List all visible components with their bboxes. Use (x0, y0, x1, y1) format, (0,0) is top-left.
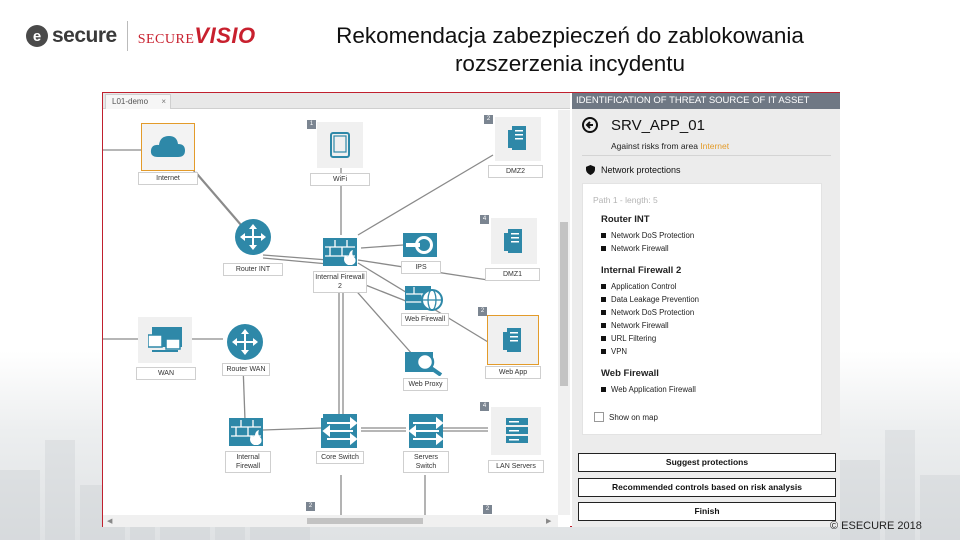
bullet-icon (601, 323, 606, 328)
bottom-badge: 2 (306, 502, 315, 511)
protection-item-label: Data Leakage Prevention (611, 295, 699, 304)
logo-bar (26, 20, 256, 52)
risk-area-prefix: Against risks from area (611, 141, 701, 151)
node-label: WAN (136, 367, 196, 380)
bullet-icon (601, 246, 606, 251)
protection-item-label: Application Control (611, 282, 677, 291)
esecure-logo-mark: e (26, 25, 48, 47)
protection-item (601, 293, 699, 306)
panel-header: IDENTIFICATION OF THREAT SOURCE OF IT ASSET (572, 93, 840, 109)
node-label: Web Proxy (403, 378, 448, 391)
tab-label: L01-demo (112, 97, 149, 106)
node-label: Web Firewall (401, 313, 449, 326)
bullet-icon (601, 284, 606, 289)
protection-item (601, 345, 699, 358)
divider (582, 155, 831, 156)
arrow-left-icon (584, 119, 596, 131)
protection-item (601, 280, 699, 293)
finish-button[interactable]: Finish (578, 502, 836, 521)
node-label: Internal Firewall 2 (313, 271, 367, 293)
node-label: Web App (485, 366, 541, 379)
protection-item-label: Network DoS Protection (611, 231, 695, 240)
protection-item (601, 242, 694, 255)
protection-item-label: Web Application Firewall (611, 385, 696, 394)
node-badge: 1 (307, 120, 316, 129)
protection-item (601, 383, 696, 396)
shield-icon (586, 165, 595, 175)
checkbox-box[interactable] (594, 412, 604, 422)
server-icon (508, 125, 530, 151)
bottom-badge: 2 (483, 505, 492, 514)
node-label: Core Switch (316, 451, 364, 464)
node-label: IPS (401, 261, 441, 274)
horizontal-scrollbar-thumb[interactable] (307, 518, 423, 524)
bullet-icon (601, 233, 606, 238)
firewall-icon (323, 238, 359, 268)
protection-group-internal-firewall-2 (601, 265, 699, 358)
logo-divider (127, 21, 128, 51)
protection-item-label: Network Firewall (611, 244, 669, 253)
node-label: Internet (138, 172, 198, 185)
switch-icon (321, 412, 359, 450)
node-badge: 2 (484, 115, 493, 124)
scroll-right-icon[interactable]: ▶ (546, 518, 552, 525)
node-badge: 2 (478, 307, 487, 316)
protection-group-web-firewall (601, 368, 696, 396)
group-title: Web Firewall (601, 368, 659, 379)
node-label: WiFi (310, 173, 370, 186)
wan-icon (148, 325, 184, 355)
risk-area-link[interactable]: Internet (700, 141, 730, 151)
cloud-icon (150, 133, 186, 159)
protection-item (601, 332, 699, 345)
bullet-icon (601, 310, 606, 315)
tab-strip (103, 93, 570, 109)
network-map-canvas[interactable] (103, 110, 570, 527)
node-label: Router INT (223, 263, 283, 276)
bullet-icon (601, 297, 606, 302)
ips-icon (403, 230, 439, 260)
slide-title (300, 22, 840, 78)
close-icon[interactable]: × (161, 97, 166, 106)
asset-risk-area (611, 141, 729, 151)
recommended-controls-button[interactable]: Recommended controls based on risk analysis (578, 478, 836, 497)
asset-name: SRV_APP_01 (611, 117, 705, 134)
protection-item-label: Network DoS Protection (611, 308, 695, 317)
node-label: DMZ1 (485, 268, 540, 281)
bullet-icon (601, 349, 606, 354)
tablet-icon (330, 132, 350, 158)
router-icon (226, 323, 264, 361)
vertical-scrollbar[interactable] (558, 110, 570, 515)
back-button[interactable] (582, 117, 598, 133)
network-protections-header[interactable] (586, 165, 681, 175)
node-badge: 4 (480, 215, 489, 224)
bullet-icon (601, 387, 606, 392)
protection-item (601, 319, 699, 332)
server-icon (503, 327, 525, 353)
copyright: © ESECURE 2018 (830, 520, 922, 532)
slide-title-line-1: Rekomendacja zabezpieczeń do zablokowania (336, 23, 804, 48)
lan-server-icon (505, 417, 529, 445)
protection-path-card (582, 183, 822, 435)
web-proxy-icon (405, 350, 443, 376)
esecure-logo-word: secure (52, 24, 117, 47)
switch-icon (407, 412, 445, 450)
node-label: Servers Switch (403, 451, 449, 473)
protection-group-router-int (601, 214, 694, 255)
protection-item-label: URL Filtering (611, 334, 657, 343)
vertical-scrollbar-thumb[interactable] (560, 222, 568, 386)
group-title: Router INT (601, 214, 650, 225)
horizontal-scrollbar[interactable] (103, 515, 558, 527)
node-label: Router WAN (222, 363, 270, 376)
router-icon (234, 218, 272, 256)
protection-item (601, 229, 694, 242)
web-firewall-icon (405, 286, 443, 312)
bullet-icon (601, 336, 606, 341)
app-window (102, 92, 840, 527)
show-on-map-label: Show on map (609, 412, 658, 422)
network-protections-label: Network protections (601, 165, 681, 175)
protection-item-label: Network Firewall (611, 321, 669, 330)
firewall-icon (229, 418, 265, 448)
scroll-left-icon[interactable]: ◀ (107, 518, 113, 525)
suggest-protections-button[interactable]: Suggest protections (578, 453, 836, 472)
protection-item (601, 306, 699, 319)
server-icon (504, 228, 526, 254)
protection-item-label: VPN (611, 347, 628, 356)
securevisio-logo-visio: VISIO (194, 23, 256, 48)
securevisio-logo-secure: SECURE (137, 32, 195, 47)
tab-l01-demo[interactable] (105, 94, 171, 109)
show-on-map-checkbox[interactable] (594, 412, 658, 422)
threat-source-panel (572, 93, 840, 527)
group-title: Internal Firewall 2 (601, 265, 682, 276)
node-label: DMZ2 (488, 165, 543, 178)
esecure-logo (26, 24, 117, 48)
slide-title-line-2: rozszerzenia incydentu (454, 51, 686, 76)
securevisio-logo (138, 23, 256, 49)
node-badge: 4 (480, 402, 489, 411)
node-label: Internal Firewall (225, 451, 271, 473)
path-label: Path 1 - length: 5 (593, 195, 658, 205)
node-label: LAN Servers (488, 460, 544, 473)
